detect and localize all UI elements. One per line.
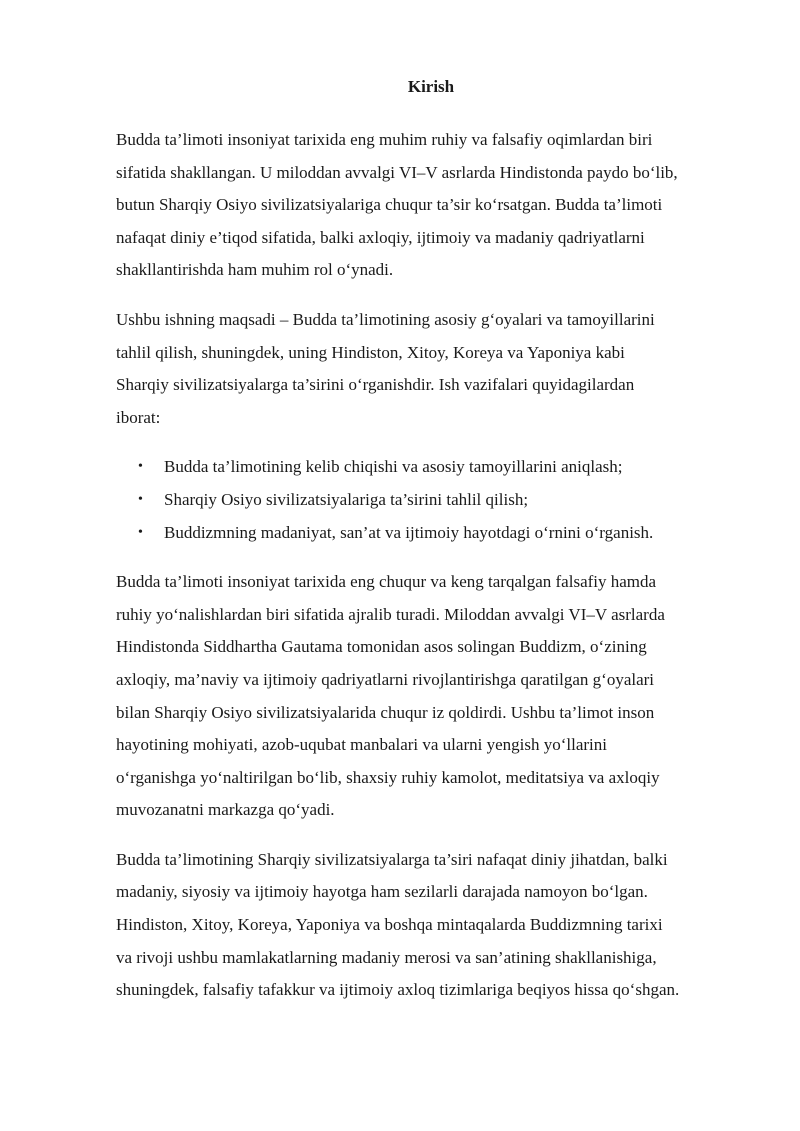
history-paragraph: Budda ta’limoti insoniyat tarixida eng chuqur va keng tarqalgan falsafiy hamda ruhiy yo‘nalishlardan biri sifatida ajralib turadi. Miloddan avvalgi VI–V asrlarda Hindistonda Siddhartha Gautama tomonidan asos solingan Buddizm, o‘zining axloqiy, ma’naviy va ijtimoiy qadriyatlarni rivojlantirishga qaratilgan g‘oyalari bilan Sharqiy Osiyo sivilizatsiyalarida chuqur iz qoldirdi. Ushbu ta’limot inson hayotining mohiyati, azob-uqubat manbalari va ularni yengish yo‘llarini o‘rganishga yo‘naltirilgan bo‘lib, shaxsiy ruhiy kamolot, meditatsiya va axloqiy muvozanatni markazga qo‘yadi.	[116, 572, 665, 820]
list-item-text: Sharqiy Osiyo sivilizatsiyalariga ta’sirini tahlil qilish;	[164, 489, 529, 509]
list-item	[116, 484, 746, 517]
goal-paragraph: Ushbu ishning maqsadi – Budda ta’limotining asosiy g‘oyalari va tamoyillarini tahlil qilish, shuningdek, uning Hindiston, Xitoy, Koreya va Yaponiya kabi Sharqiy sivilizatsiyalarga ta’sirini o‘rganishdir. Ish vazifalari quyidagilardan iborat:	[116, 309, 655, 427]
document-page	[116, 74, 746, 1024]
list-item-text: Budda ta’limotining kelib chiqishi va asosiy tamoyillarini aniqlash;	[164, 457, 623, 477]
list-item-text: Buddizmning madaniyat, san’at va ijtimoiy hayotdagi o‘rnini o‘rganish.	[164, 522, 654, 542]
influence-paragraph: Budda ta’limotining Sharqiy sivilizatsiyalarga ta’siri nafaqat diniy jihatdan, balki madaniy, siyosiy va ijtimoiy hayotga ham sezilarli darajada namoyon bo‘lgan. Hindiston, Xitoy, Koreya, Yaponiya va boshqa mintaqalarda Buddizmning tarixi va rivoji ushbu mamlakatlarning madaniy merosi va san’atining shakllanishiga, shuningdek, falsafiy tafakkur va ijtimoiy axloq tizimlariga beqiyos hissa qo‘shgan.	[116, 849, 680, 1000]
bullet-icon: •	[138, 491, 143, 507]
list-item	[116, 517, 746, 550]
list-item	[116, 451, 746, 484]
task-list	[116, 451, 746, 549]
bullet-icon: •	[138, 524, 143, 540]
bullet-icon: •	[138, 459, 143, 475]
page-title: Kirish	[407, 77, 455, 96]
intro-paragraph: Budda ta’limoti insoniyat tarixida eng muhim ruhiy va falsafiy oqimlardan biri sifatida shakllangan. U miloddan avvalgi VI–V asrlarda Hindistonda paydo bo‘lib, butun Sharqiy Osiyo sivilizatsiyalariga chuqur ta’sir ko‘rsatgan. Budda ta’limoti nafaqat diniy e’tiqod sifatida, balki axloqiy, ijtimoiy va madaniy qadriyatlarni shakllantirishda ham muhim rol o‘ynadi.	[116, 130, 678, 280]
